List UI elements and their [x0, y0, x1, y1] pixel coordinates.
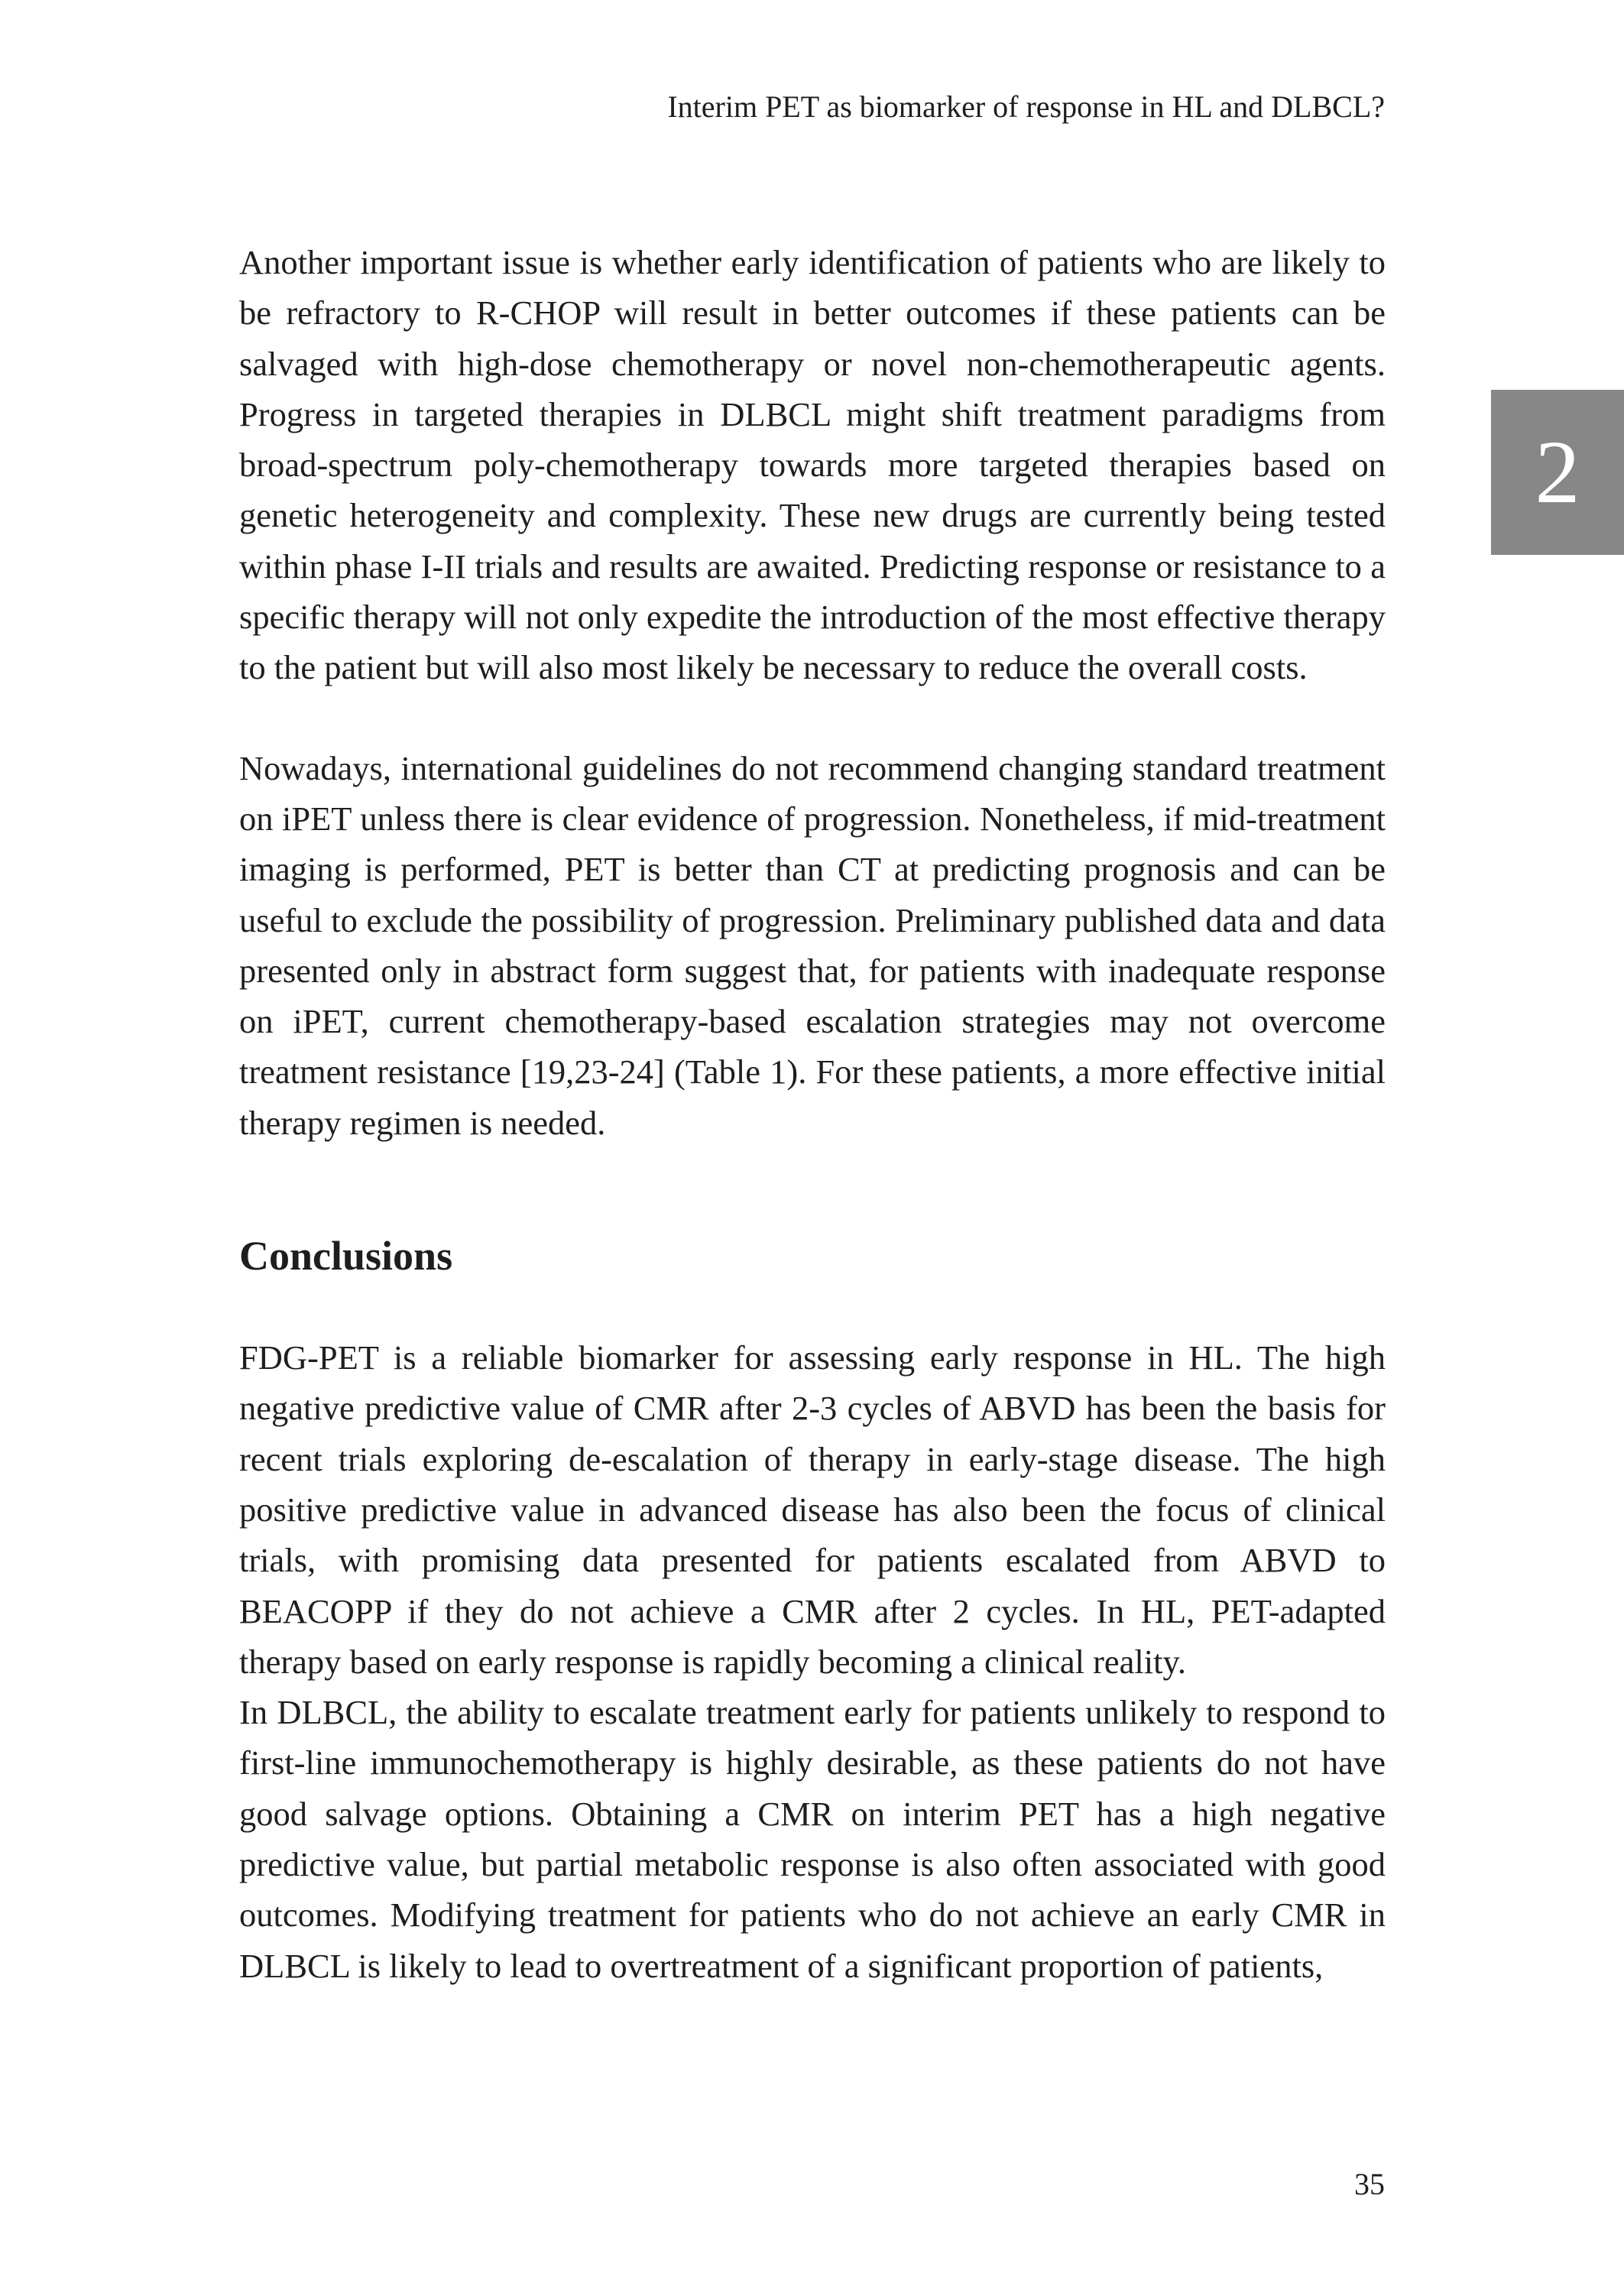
conclusions-paragraph-2: In DLBCL, the ability to escalate treatment early for patients unlikely to respond to first-line immunochemotherapy is highly desirable, as these patients do not have good salvage options. Obtaining a CMR on interim PET has a high negative predictive value, but partial metabolic response is also often associated with good outcomes. Modifying treatment for patients who do not achieve an early CMR in DLBCL is likely to lead to overtreatment of a significant proportion of patients,	[239, 1693, 1386, 1985]
section-heading-conclusions: Conclusions	[239, 1233, 453, 1279]
chapter-tab: 2	[1491, 390, 1624, 555]
running-header: Interim PET as biomarker of response in HL and DLBCL?	[667, 89, 1385, 124]
body-paragraph-2: Nowadays, international guidelines do not recommend changing standard treatment on iPET unless there is clear evidence of progression. Nonetheless, if mid-treatment imaging is performed, PET is better than CT at predicting prognosis and can be useful to exclude the possibility of progression. Preliminary published data and data presented only in abstract form suggest that, for patients with inadequate response on iPET, current chemotherapy-based escalation strategies may not overcome treatment resistance [19,23-24] (Table 1). For these patients, a more effective initial therapy regimen is needed.	[239, 748, 1386, 1142]
page-content	[239, 237, 1386, 1991]
body-paragraph-1: Another important issue is whether early identification of patients who are likely to be refractory to R-CHOP will result in better outcomes if these patients can be salvaged with high-dose chemotherapy or novel non-chemotherapeutic agents. Progress in targeted therapies in DLBCL might shift treatment paradigms from broad-spectrum poly-chemotherapy towards more targeted therapies based on genetic heterogeneity and complexity. These new drugs are currently being tested within phase I-II trials and results are awaited. Predicting response or resistance to a specific therapy will not only expedite the introduction of the most effective therapy to the patient but will also most likely be necessary to reduce the overall costs.	[239, 243, 1386, 687]
conclusions-paragraph-1: FDG-PET is a reliable biomarker for assessing early response in HL. The high negative predictive value of CMR after 2-3 cycles of ABVD has been the basis for recent trials exploring de-escalation of therapy in early-stage disease. The high positive predictive value in advanced disease has also been the focus of clinical trials, with promising data presented for patients escalated from ABVD to BEACOPP if they do not achieve a CMR after 2 cycles. In HL, PET-adapted therapy based on early response is rapidly becoming a clinical reality.	[239, 1338, 1386, 1681]
page-number: 35	[1354, 2167, 1385, 2201]
